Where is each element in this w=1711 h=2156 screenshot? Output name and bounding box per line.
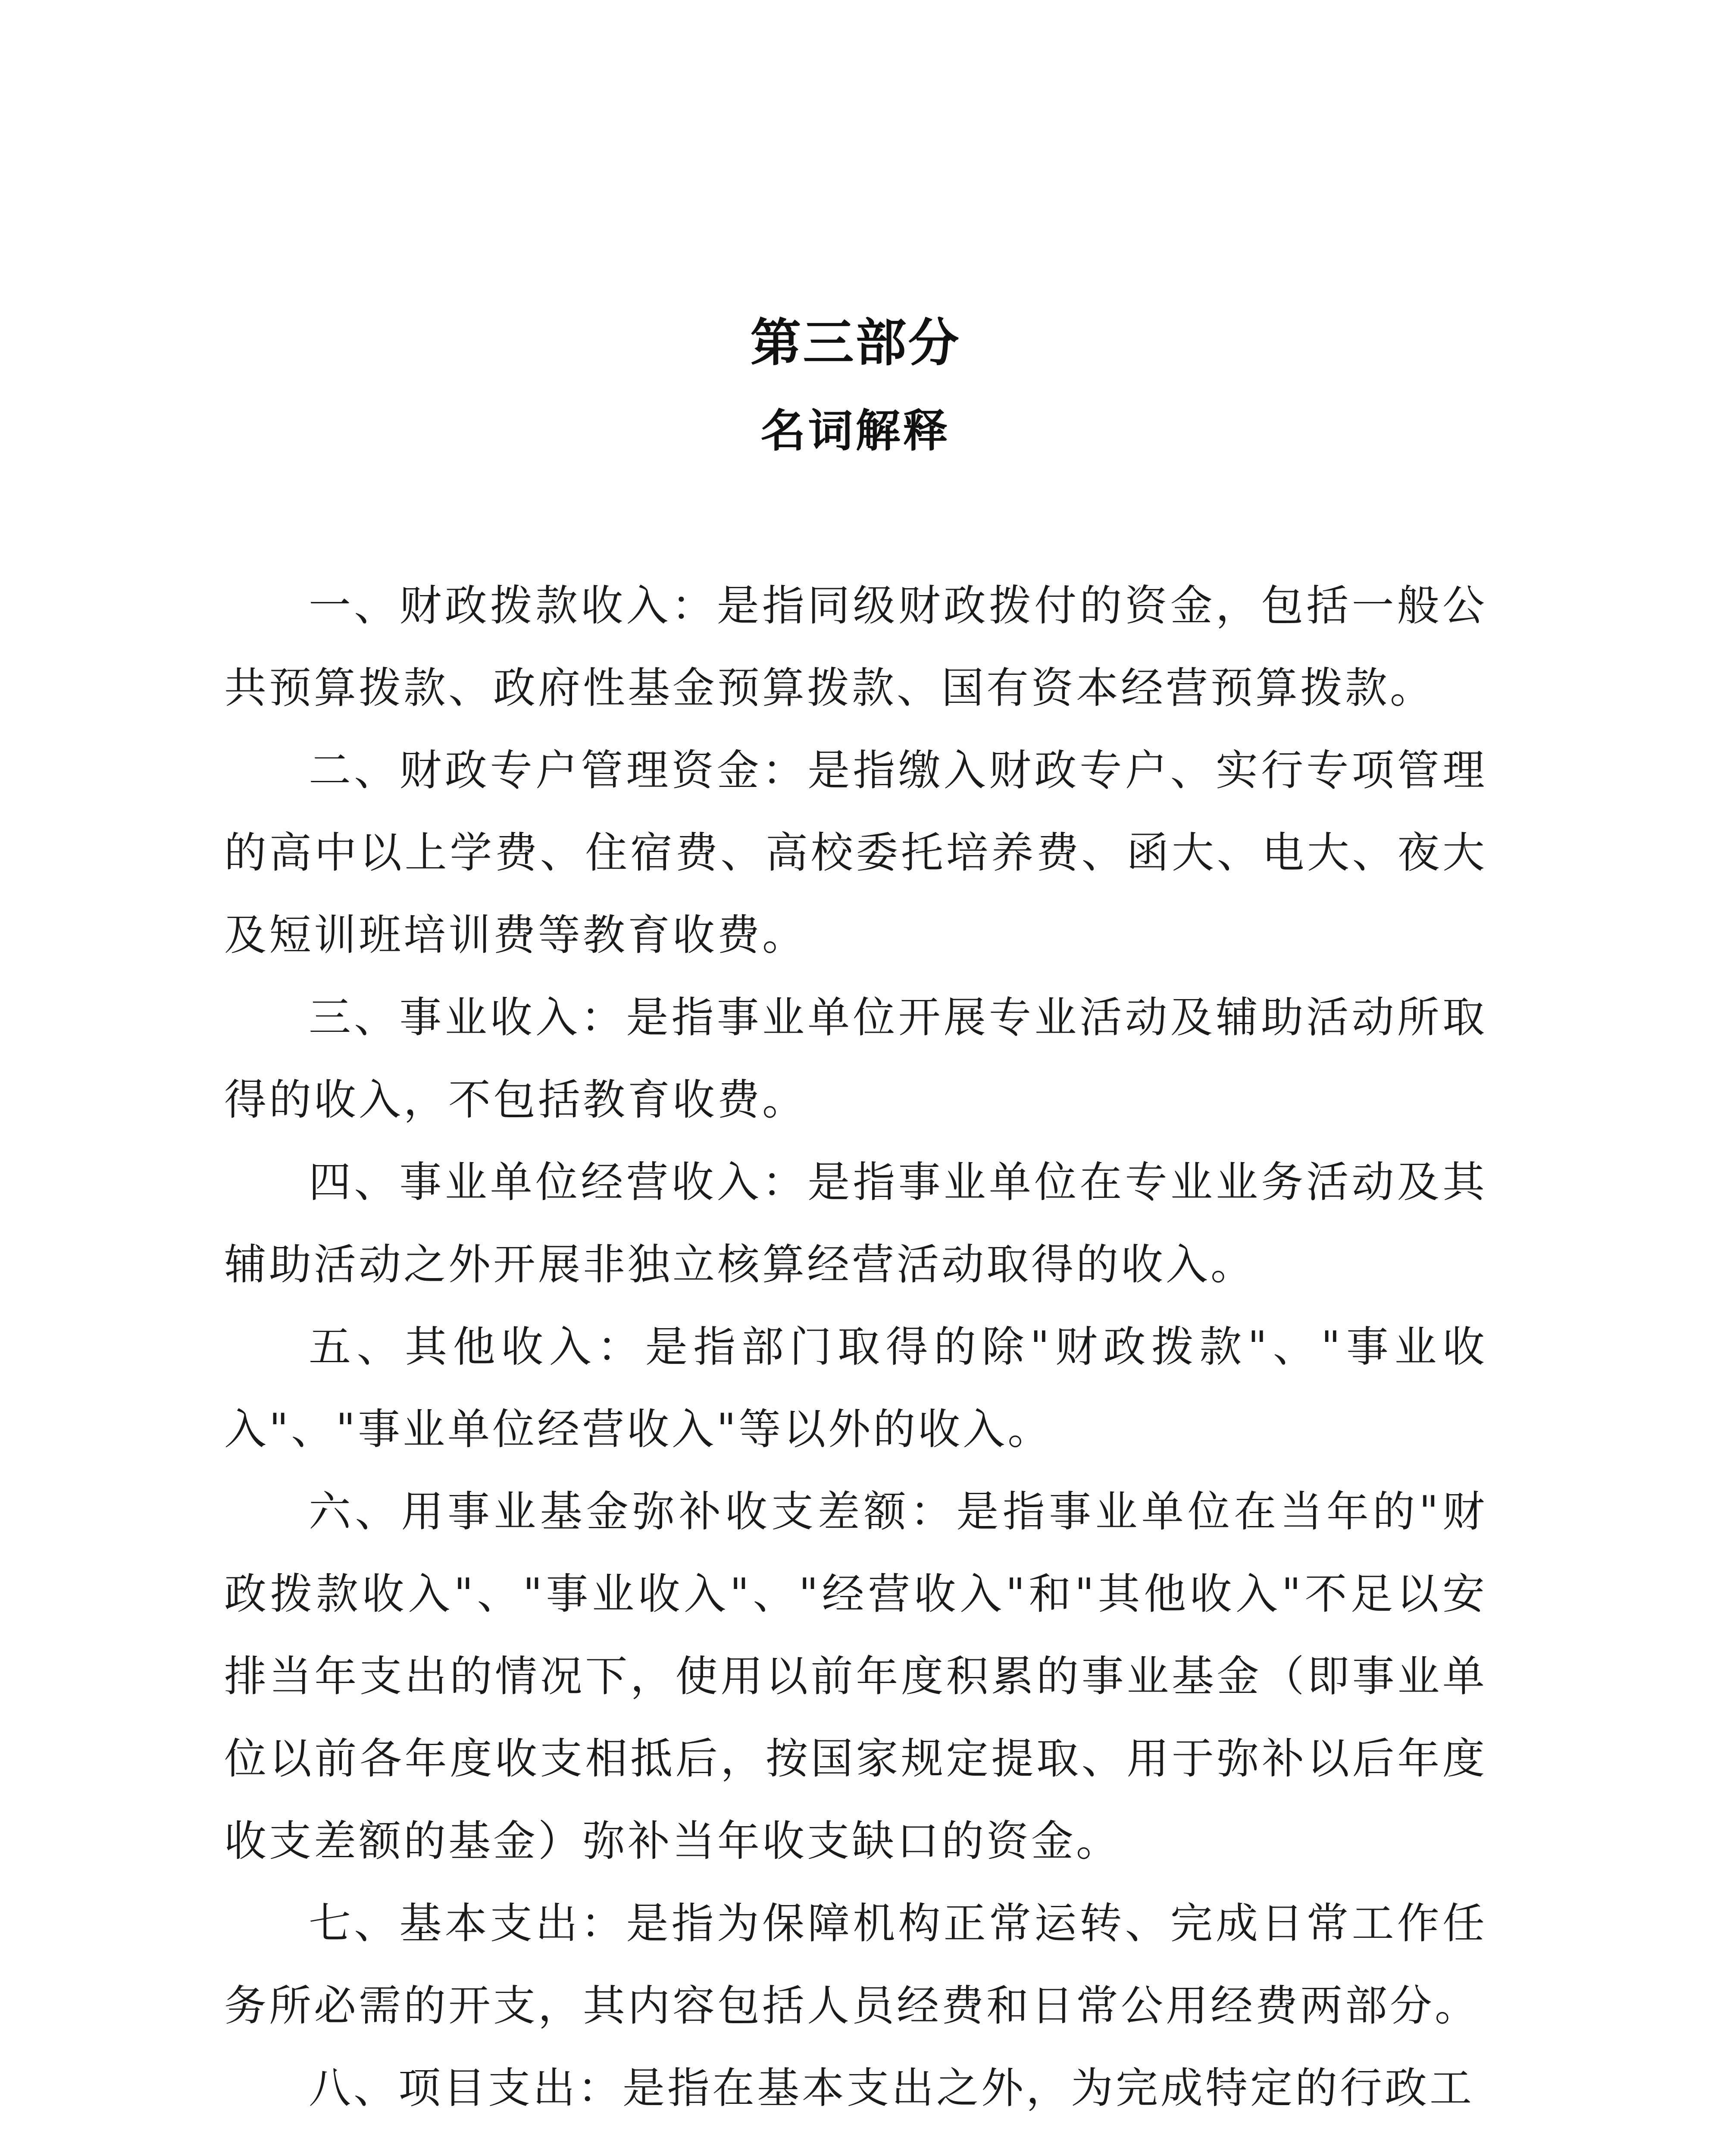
paragraph-business-fund-supplement: 六、用事业基金弥补收支差额：是指事业单位在当年的"财政拨款收入"、"事业收入"、"经营收入"和"其他收入"不足以安排当年支出的情况下，使用以前年度积累的事业基金（即事业单位以前各年度收支相抵后，按国家规定提取、用于弥补以后年度收支差额的基金）弥补当年收支缺口的资金。 <box>224 1487 1487 1866</box>
paragraph-fiscal-special-account-funds: 二、财政专户管理资金：是指缴入财政专户、实行专项管理的高中以上学费、住宿费、高校委托培养费、函大、电大、夜大及短训班培训费等教育收费。 <box>224 746 1487 960</box>
paragraph-basic-expenditure: 七、基本支出：是指为保障机构正常运转、完成日常工作任务所必需的开支，其内容包括人员经费和日常公用经费两部分。 <box>224 1899 1487 2031</box>
body-text <box>224 565 1487 2130</box>
paragraph-business-income: 三、事业收入：是指事业单位开展专业活动及辅助活动所取得的收入，不包括教育收费。 <box>224 993 1487 1125</box>
paragraph-fiscal-appropriation-income: 一、财政拨款收入：是指同级财政拨付的资金，包括一般公共预算拨款、政府性基金预算拨款、国有资本经营预算拨款。 <box>224 581 1487 713</box>
paragraph-other-income: 五、其他收入：是指部门取得的除"财政拨款"、"事业收入"、"事业单位经营收入"等以外的收入。 <box>224 1322 1487 1454</box>
section-title: 名词解释 <box>760 404 951 457</box>
paragraph-operating-income: 四、事业单位经营收入：是指事业单位在专业业务活动及其辅助活动之外开展非独立核算经营活动取得的收入。 <box>224 1158 1487 1289</box>
part-title: 第三部分 <box>750 313 961 373</box>
paragraph-project-expenditure: 八、项目支出：是指在基本支出之外，为完成特定的行政工 <box>309 2064 1475 2113</box>
